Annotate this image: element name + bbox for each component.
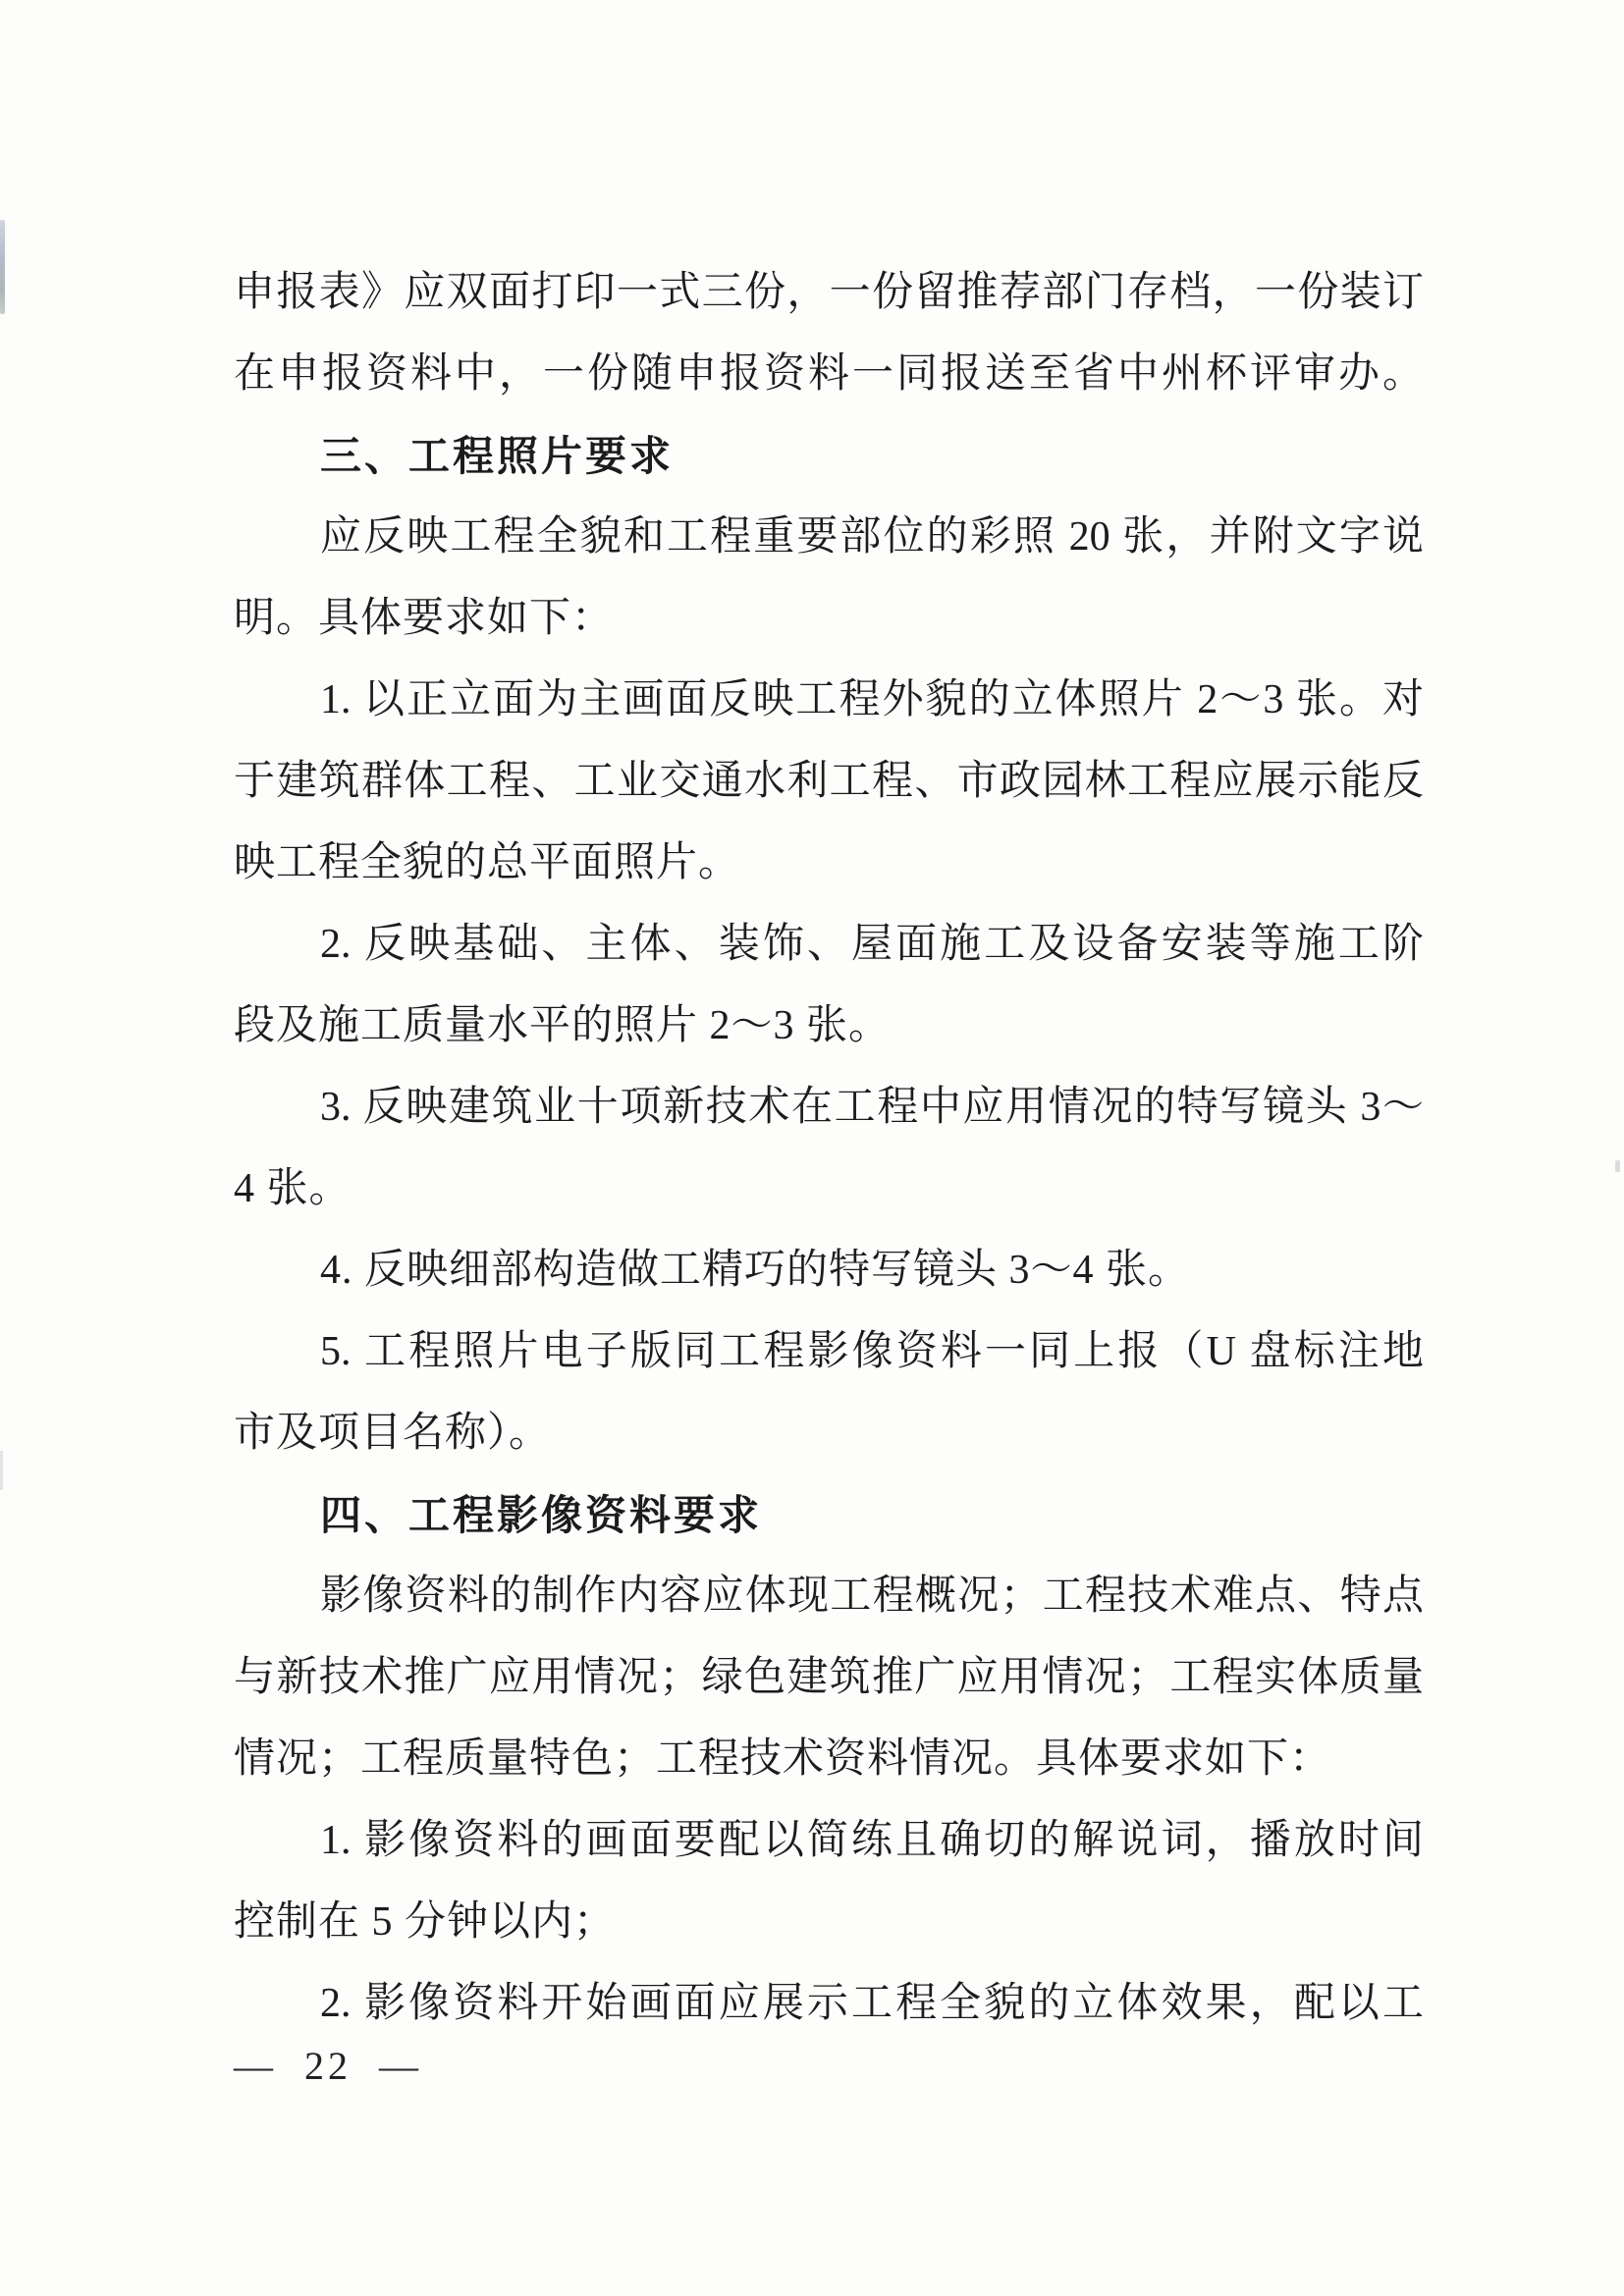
- scan-artifact-left-lower: [0, 1451, 3, 1490]
- list-item-5-photos: 5. 工程照片电子版同工程影像资料一同上报（U 盘标注地: [320, 1329, 1424, 1374]
- paragraph-continuation-line: 于建筑群体工程、工业交通水利工程、市政园林工程应展示能反: [234, 759, 1424, 804]
- paragraph-continuation-line: 情况；工程质量特色；工程技术资料情况。具体要求如下：: [234, 1736, 1332, 1782]
- list-item-3-photos: 3. 反映建筑业十项新技术在工程中应用情况的特写镜头 3～: [320, 1085, 1424, 1130]
- page-number: — 22 —: [234, 2044, 422, 2088]
- paragraph-first-line: 应反映工程全貌和工程重要部位的彩照 20 张，并附文字说: [320, 514, 1424, 560]
- paragraph-continuation-line: 映工程全貌的总平面照片。: [234, 840, 741, 885]
- scan-artifact-left-edge: [0, 220, 5, 314]
- list-item-4-photos: 4. 反映细部构造做工精巧的特写镜头 3～4 张。: [320, 1248, 1191, 1293]
- paragraph-continuation-line: 在申报资料中，一份随申报资料一同报送至省中州杯评审办。: [234, 351, 1424, 397]
- paragraph-continuation-line: 明。具体要求如下：: [234, 596, 615, 641]
- list-item-2-photos: 2. 反映基础、主体、装饰、屋面施工及设备安装等施工阶: [320, 922, 1424, 967]
- paragraph-continuation-line: 4 张。: [234, 1166, 352, 1211]
- list-item-2-video: 2. 影像资料开始画面应展示工程全貌的立体效果，配以工: [320, 1981, 1424, 2026]
- section-heading-project-photos: 三、工程照片要求: [320, 433, 675, 479]
- list-item-1-video: 1. 影像资料的画面要配以简练且确切的解说词，播放时间: [320, 1818, 1424, 1863]
- paragraph-continuation-line: 段及施工质量水平的照片 2～3 张。: [234, 1003, 892, 1048]
- scan-artifact-right-edge: [1615, 1160, 1620, 1172]
- section-heading-project-video: 四、工程影像资料要求: [320, 1492, 763, 1538]
- paragraph-continuation-line: 申报表》应双面打印一式三份，一份留推荐部门存档，一份装订: [234, 270, 1424, 315]
- paragraph-continuation-line: 与新技术推广应用情况；绿色建筑推广应用情况；工程实体质量: [234, 1655, 1424, 1700]
- paragraph-continuation-line: 市及项目名称）。: [234, 1411, 552, 1456]
- list-item-1-photos: 1. 以正立面为主画面反映工程外貌的立体照片 2～3 张。对: [320, 677, 1424, 722]
- paragraph-continuation-line: 控制在 5 分钟以内；: [234, 1899, 617, 1945]
- paragraph-first-line: 影像资料的制作内容应体现工程概况；工程技术难点、特点: [320, 1574, 1424, 1619]
- document-body: [234, 252, 1424, 2045]
